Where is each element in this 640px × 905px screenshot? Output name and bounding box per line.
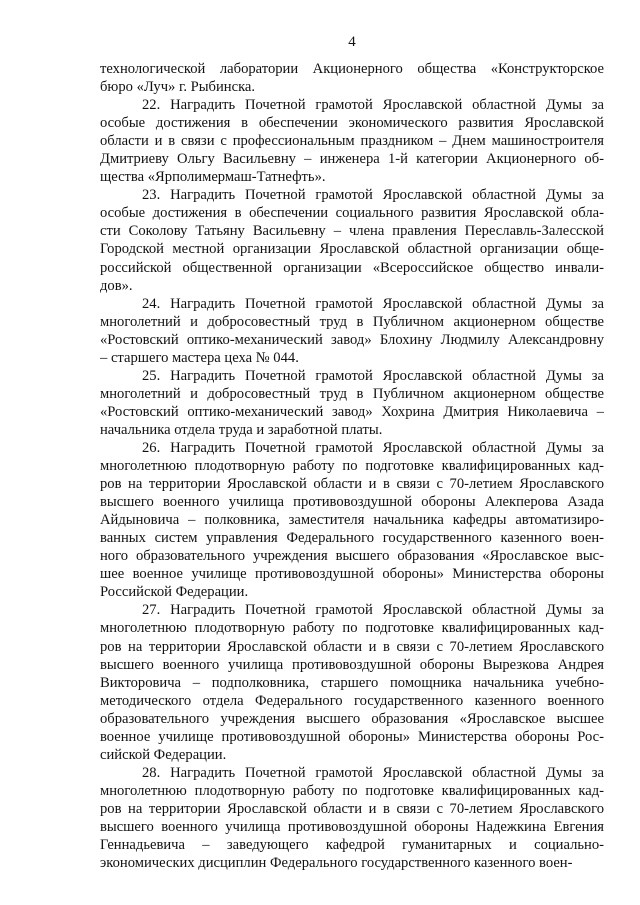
paragraph <box>100 439 604 601</box>
text-line: экономических дисциплин Федерального государственного казенного воен- <box>100 855 573 872</box>
text-line: Айдыновича – полковника, заместителя начальника кафедры автоматизиро- <box>100 512 604 529</box>
text-line: ров на территории Ярославской области и в связи с 70-летием Ярославского <box>100 800 604 817</box>
text-line: высшего военного училища противовоздушной обороны Надежкина Евгения <box>100 818 604 835</box>
text-line: многолетнюю плодотворную работу по подготовке квалифицированных кад- <box>100 458 604 475</box>
page-number: 4 <box>348 34 356 50</box>
text-line: особые достижения в обеспечении социального развития Ярославской обла- <box>100 205 604 222</box>
text-line: Российской Федерации. <box>100 584 249 601</box>
text-line: области и в связи с профессиональным праздником – Днем машиностроителя <box>100 133 604 150</box>
text-line: 25. Наградить Почетной грамотой Ярославской областной Думы за <box>142 367 604 384</box>
text-line: «Ростовский оптико-механический завод» Блохину Людмилу Александровну <box>100 331 604 348</box>
text-line: методического отдела Федерального государственного казенного военного <box>100 692 604 709</box>
text-line: военное училище противовоздушной обороны» Министерства обороны Рос- <box>100 728 604 745</box>
text-line: 28. Наградить Почетной грамотой Ярославской областной Думы за <box>142 764 604 781</box>
text-line: ров на территории Ярославской области и в связи с 70-летием Ярославского <box>100 638 604 655</box>
text-line: 26. Наградить Почетной грамотой Ярославской областной Думы за <box>142 439 604 456</box>
text-line: ров на территории Ярославской области и в связи с 70-летием Ярославского <box>100 476 604 493</box>
text-line: многолетнюю плодотворную работу по подготовке квалифицированных кад- <box>100 620 604 637</box>
text-line: многолетний и добросовестный труд в Публичном акционерном обществе <box>100 313 604 330</box>
paragraph <box>100 186 604 294</box>
paragraph <box>100 60 604 96</box>
text-line: высшего военного училища противовоздушной обороны Вырезкова Андрея <box>100 656 604 673</box>
text-line: щества «Ярполимермаш-Татнефть». <box>100 169 326 186</box>
text-line: шее военное училище противовоздушной обороны» Министерства обороны <box>100 566 604 583</box>
text-line: дов». <box>100 277 133 294</box>
text-line: 27. Наградить Почетной грамотой Ярославской областной Думы за <box>142 602 604 619</box>
text-line: высшего военного училища противовоздушной обороны Алекперова Азада <box>100 494 604 511</box>
text-line: начальника отдела труда и заработной платы. <box>100 421 383 438</box>
text-line: Геннадьевича – заведующего кафедрой гуманитарных и социально- <box>100 837 604 854</box>
text-line: многолетний и добросовестный труд в Публичном акционерном обществе <box>100 385 604 402</box>
text-line: сти Соколову Татьяну Васильевну – члена правления Переславль-Залесской <box>100 223 604 240</box>
text-line: многолетнюю плодотворную работу по подготовке квалифицированных кад- <box>100 782 604 799</box>
text-line: бюро «Луч» г. Рыбинска. <box>100 79 256 96</box>
text-line: российской общественной организации «Всероссийское общество инвали- <box>100 259 604 276</box>
text-line: сийской Федерации. <box>100 746 227 763</box>
text-line: – старшего мастера цеха № 044. <box>100 349 299 366</box>
text-line: ного образовательного учреждения высшего образования «Ярославское выс- <box>100 548 604 565</box>
text-line: технологической лаборатории Акционерного общества «Конструкторское <box>100 61 604 77</box>
text-line: Викторовича – подполковника, старшего помощника начальника учебно- <box>100 674 604 691</box>
text-line: 23. Наградить Почетной грамотой Ярославской областной Думы за <box>142 187 604 204</box>
text-line: особые достижения в обеспечении экономического развития Ярославской <box>100 115 604 132</box>
paragraph <box>100 764 604 872</box>
text-line: Дмитриеву Ольгу Васильевну – инженера 1-й категории Акционерного об- <box>100 151 604 168</box>
text-line: Городской местной организации Ярославской областной организации обще- <box>100 241 604 258</box>
text-line: ванных систем управления Федерального государственного казенного воен- <box>100 530 604 547</box>
text-line: 24. Наградить Почетной грамотой Ярославской областной Думы за <box>142 295 604 312</box>
document-body <box>100 60 604 872</box>
text-line: 22. Наградить Почетной грамотой Ярославской областной Думы за <box>142 97 604 114</box>
paragraph <box>100 96 604 186</box>
paragraph <box>100 295 604 367</box>
text-line: «Ростовский оптико-механический завод» Хохрина Дмитрия Николаевича – <box>100 403 604 420</box>
paragraph <box>100 601 604 763</box>
paragraph <box>100 367 604 439</box>
text-line: образовательного учреждения высшего образования «Ярославское высшее <box>100 710 604 727</box>
